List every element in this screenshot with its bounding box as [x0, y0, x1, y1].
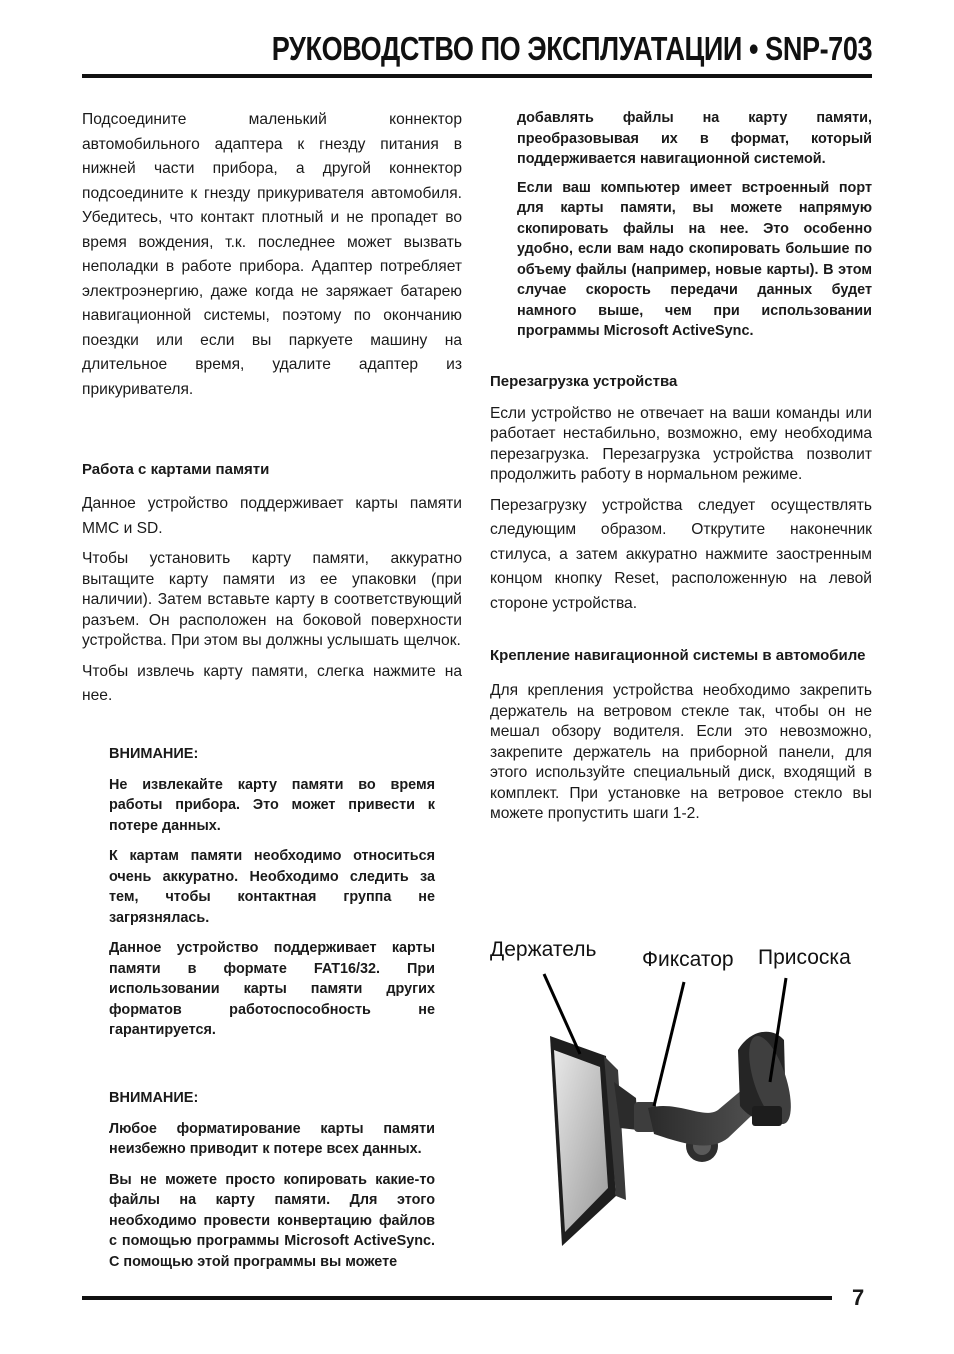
right-column — [490, 108, 872, 833]
label-suction: Присоска — [758, 946, 851, 969]
mount-figure — [488, 930, 872, 1250]
mount-illustration — [488, 930, 872, 1250]
left-column — [82, 108, 462, 1282]
navigator-device — [550, 1036, 626, 1246]
warning-paragraph: Не извлекайте карту памяти во время работы прибора. Это может привести к потере данных. — [109, 776, 435, 834]
page-header — [82, 28, 872, 80]
warning-paragraph: К картам памяти необходимо относиться очень аккуратно. Необходимо следить за тем, чтобы контактная группа не загрязнялась. — [109, 848, 435, 926]
memory-paragraph-1: Данное устройство поддерживает карты памяти MMC и SD. — [82, 495, 462, 537]
page-number: 7 — [852, 1285, 865, 1310]
warning-title: ВНИМАНИЕ: — [109, 745, 199, 762]
warning-paragraph: Данное устройство поддерживает карты памяти в формате FAT16/32. При использовании карты памяти других форматов работоспособность не гарантируется. — [109, 940, 435, 1038]
intro-paragraph: Подсоедините маленький коннектор автомобильного адаптера к гнезду питания в нижней части прибора, а другой коннектор подсоедините к гнезду прикуривателя автомобиля. Убедитесь, что контакт плотный и не пропадет во время вождения, т.к. последнее может вызвать неполадки в работе прибора. Адаптер потребляет электроэнергию, даже когда не заряжает батарею навигационной системы, поэтому по окончанию поездки или если вы паркуете машину на длительное время, удалите адаптер из прикуривателя. — [82, 111, 462, 398]
reboot-paragraph-2: Перезагрузку устройства следует осуществлять следующим образом. Открутите наконечник стилуса, а затем аккуратно нажмите заостренным концом кнопку Reset, расположенную на левой стороне устройства. — [490, 496, 872, 612]
memory-cards-heading: Работа с картами памяти — [82, 461, 270, 478]
warning-block-1 — [82, 743, 462, 1041]
label-holder: Держатель — [490, 938, 597, 961]
page-title: РУКОВОДСТВО ПО ЭКСПЛУАТАЦИИ • SNP-703 — [271, 30, 872, 67]
memory-paragraph-2: Чтобы установить карту памяти, аккуратно вытащите карту памяти из ее упаковки (при наличии). Затем вставьте карту в соответствующий разъем. Он расположен на боковой поверхности устройства. При этом вы должны услышать щелчок. — [82, 550, 462, 649]
label-clamp: Фиксатор — [642, 948, 734, 971]
warning-paragraph: Любое форматирование карты памяти неизбежно приводит к потере всех данных. — [109, 1120, 435, 1157]
mount-paragraph: Для крепления устройства необходимо закрепить держатель на ветровом стекле так, чтобы он не мешал обзору водителя. Если это невозможно, закрепите держатель на приборной панели, для этого используйте специальный диск, входящий в комплект. При установке на ветровое стекло вы можете пропустить шаги 1-2. — [490, 682, 872, 822]
warning-paragraph: Вы не можете просто копировать какие-то файлы на карту памяти. Для этого необходимо провести конвертацию файлов с помощью программы Microsoft ActiveSync. С помощью этой программы вы можете — [109, 1171, 435, 1270]
title-rule — [82, 74, 872, 78]
continued-paragraph-1: добавлять файлы на карту памяти, преобразовывая их в формат, который поддерживается навигационной системой. — [517, 110, 872, 167]
memory-paragraph-3: Чтобы извлечь карту памяти, слегка нажмите на нее. — [82, 662, 462, 704]
mount-heading: Крепление навигационной системы в автомобиле — [490, 647, 866, 664]
warning-title: ВНИМАНИЕ: — [109, 1089, 199, 1106]
reboot-heading: Перезагрузка устройства — [490, 372, 678, 390]
reboot-paragraph-1: Если устройство не отвечает на ваши команды или работает нестабильно, возможно, ему необходима перезагрузка. Перезагрузка устройства позволит продолжить работу в нормальном режиме. — [490, 404, 872, 483]
continued-paragraph-2: Если ваш компьютер имеет встроенный порт для карты памяти, вы можете напрямую скопировать файлы на нее. Это особенно удобно, если вам надо скопировать большие по объему файлы (например, новые карты). В этом случае скорость передачи данных будет намного выше, чем при использовании программы Microsoft ActiveSync. — [517, 179, 872, 339]
footer-rule — [82, 1296, 832, 1300]
holder-bracket — [614, 1082, 656, 1132]
warning-block-2 — [82, 1087, 462, 1273]
